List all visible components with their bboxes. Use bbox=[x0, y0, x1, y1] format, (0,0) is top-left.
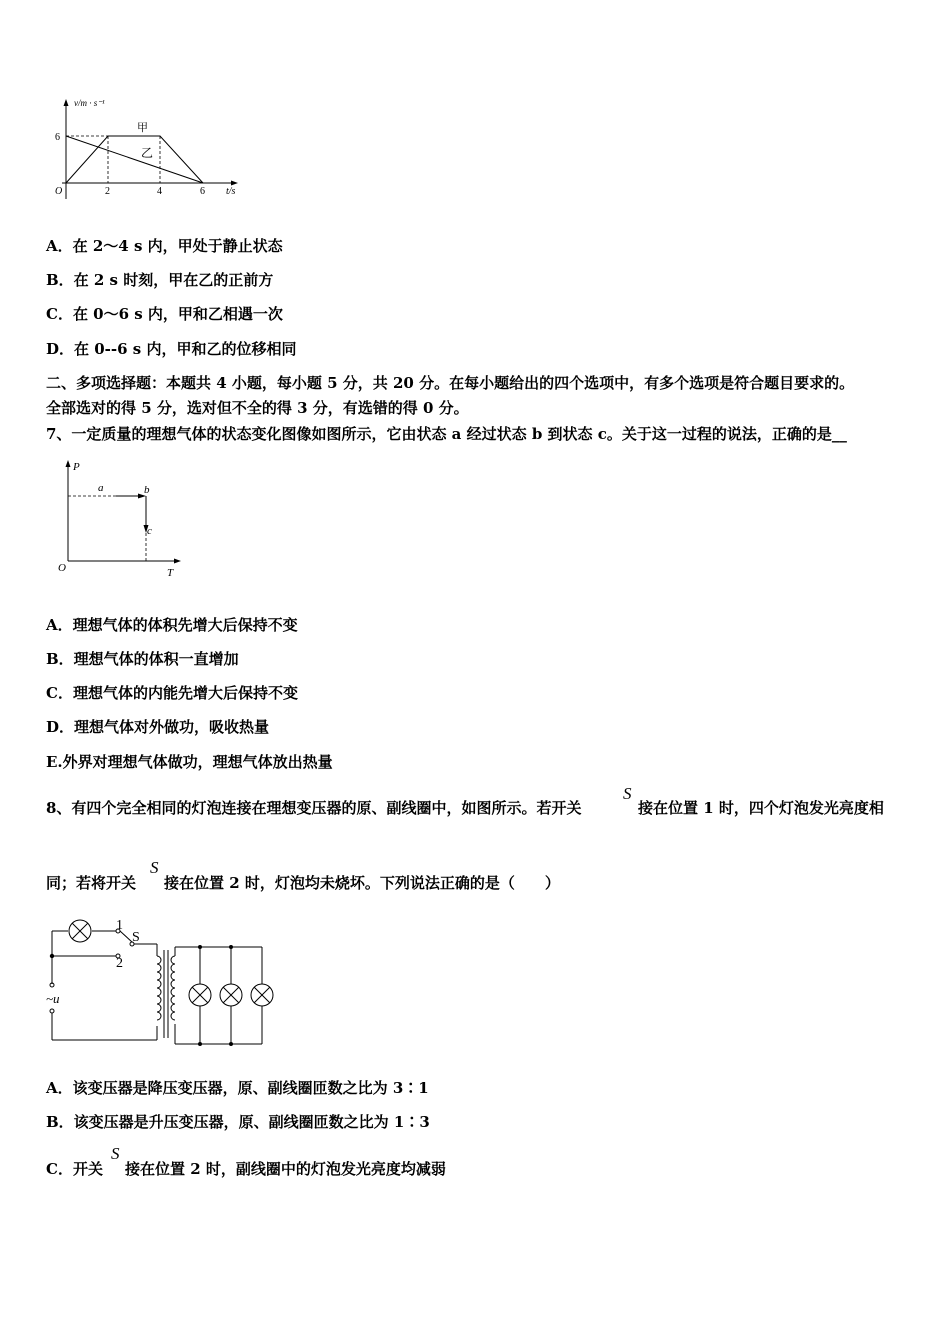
pt-ylabel: P bbox=[73, 461, 80, 473]
q7-option-c: C．理想气体的内能先增大后保持不变 bbox=[46, 684, 298, 702]
q6-option-d: D．在 0--6 s 内，甲和乙的位移相同 bbox=[46, 340, 297, 358]
pt-xlabel: T bbox=[167, 567, 174, 579]
graph-ytick-6: 6 bbox=[55, 132, 60, 143]
circuit-position-1: 1 bbox=[116, 918, 123, 933]
q8-switch-symbol: S bbox=[623, 784, 632, 803]
graph-xtick-2: 2 bbox=[105, 186, 110, 197]
section2-heading-line1: 二、多项选择题：本题共 4 小题，每小题 5 分，共 20 分。在每小题给出的四个选项中，有多个选项是符合题目要求的。 bbox=[46, 374, 855, 392]
q7-option-a: A．理想气体的体积先增大后保持不变 bbox=[46, 616, 298, 634]
q6-option-b: B．在 2 s 时刻，甲在乙的正前方 bbox=[46, 271, 274, 289]
q8-switch-symbol-2: S bbox=[150, 858, 159, 877]
q7-stem: 7、一定质量的理想气体的状态变化图像如图所示，它由状态 a 经过状态 b 到状态 c。关于这一过程的说法，正确的是__ bbox=[46, 425, 847, 443]
graph-origin: O bbox=[55, 186, 63, 197]
graph-xtick-4: 4 bbox=[157, 186, 162, 197]
graph-xtick-6: 6 bbox=[200, 186, 205, 197]
pt-origin: O bbox=[58, 562, 66, 574]
q8-option-a: A．该变压器是降压变压器，原、副线圈匝数之比为 3∶1 bbox=[46, 1079, 429, 1097]
q8-stem-part2: 接在位置 1 时，四个灯泡发光亮度相 bbox=[638, 799, 884, 817]
pt-state-b: b bbox=[144, 484, 150, 496]
q7-option-d: D．理想气体对外做功，吸收热量 bbox=[46, 718, 270, 736]
q7-option-e: E.外界对理想气体做功，理想气体放出热量 bbox=[46, 753, 333, 771]
q8-stem-part1: 8、有四个完全相同的灯泡连接在理想变压器的原、副线圈中，如图所示。若开关 bbox=[46, 799, 582, 817]
pt-state-c: c bbox=[147, 525, 152, 537]
q6-option-c: C．在 0～6 s 内，甲和乙相遇一次 bbox=[46, 305, 283, 323]
graph-label-jia: 甲 bbox=[137, 122, 148, 134]
q8-option-b: B．该变压器是升压变压器，原、副线圈匝数之比为 1∶3 bbox=[46, 1113, 430, 1131]
q8-option-c-switch-symbol: S bbox=[111, 1144, 120, 1163]
circuit-position-2: 2 bbox=[116, 956, 123, 971]
graph-ylabel: v/m · s⁻¹ bbox=[74, 98, 105, 108]
section2-heading-line2: 全部选对的得 5 分，选对但不全的得 3 分，有选错的得 0 分。 bbox=[46, 399, 469, 417]
circuit-source-label: ~u bbox=[46, 991, 60, 1006]
q6-option-a: A．在 2～4 s 内，甲处于静止状态 bbox=[46, 237, 283, 255]
pressure-temperature-graph bbox=[52, 455, 192, 580]
q8-option-c-part2: 接在位置 2 时，副线圈中的灯泡发光亮度均减弱 bbox=[125, 1160, 446, 1178]
graph-xlabel: t/s bbox=[226, 186, 236, 197]
q7-option-b: B．理想气体的体积一直增加 bbox=[46, 650, 239, 668]
q8-stem-part3: 同；若将开关 bbox=[46, 874, 137, 892]
transformer-circuit bbox=[40, 912, 285, 1052]
velocity-time-graph bbox=[48, 95, 248, 205]
circuit-switch-label: S bbox=[132, 930, 140, 945]
q8-stem-part4: 接在位置 2 时，灯泡均未烧坏。下列说法正确的是（ ） bbox=[164, 874, 560, 892]
graph-label-yi: 乙 bbox=[141, 146, 154, 160]
q8-option-c-part1: C．开关 bbox=[46, 1160, 103, 1178]
pt-state-a: a bbox=[98, 482, 104, 494]
